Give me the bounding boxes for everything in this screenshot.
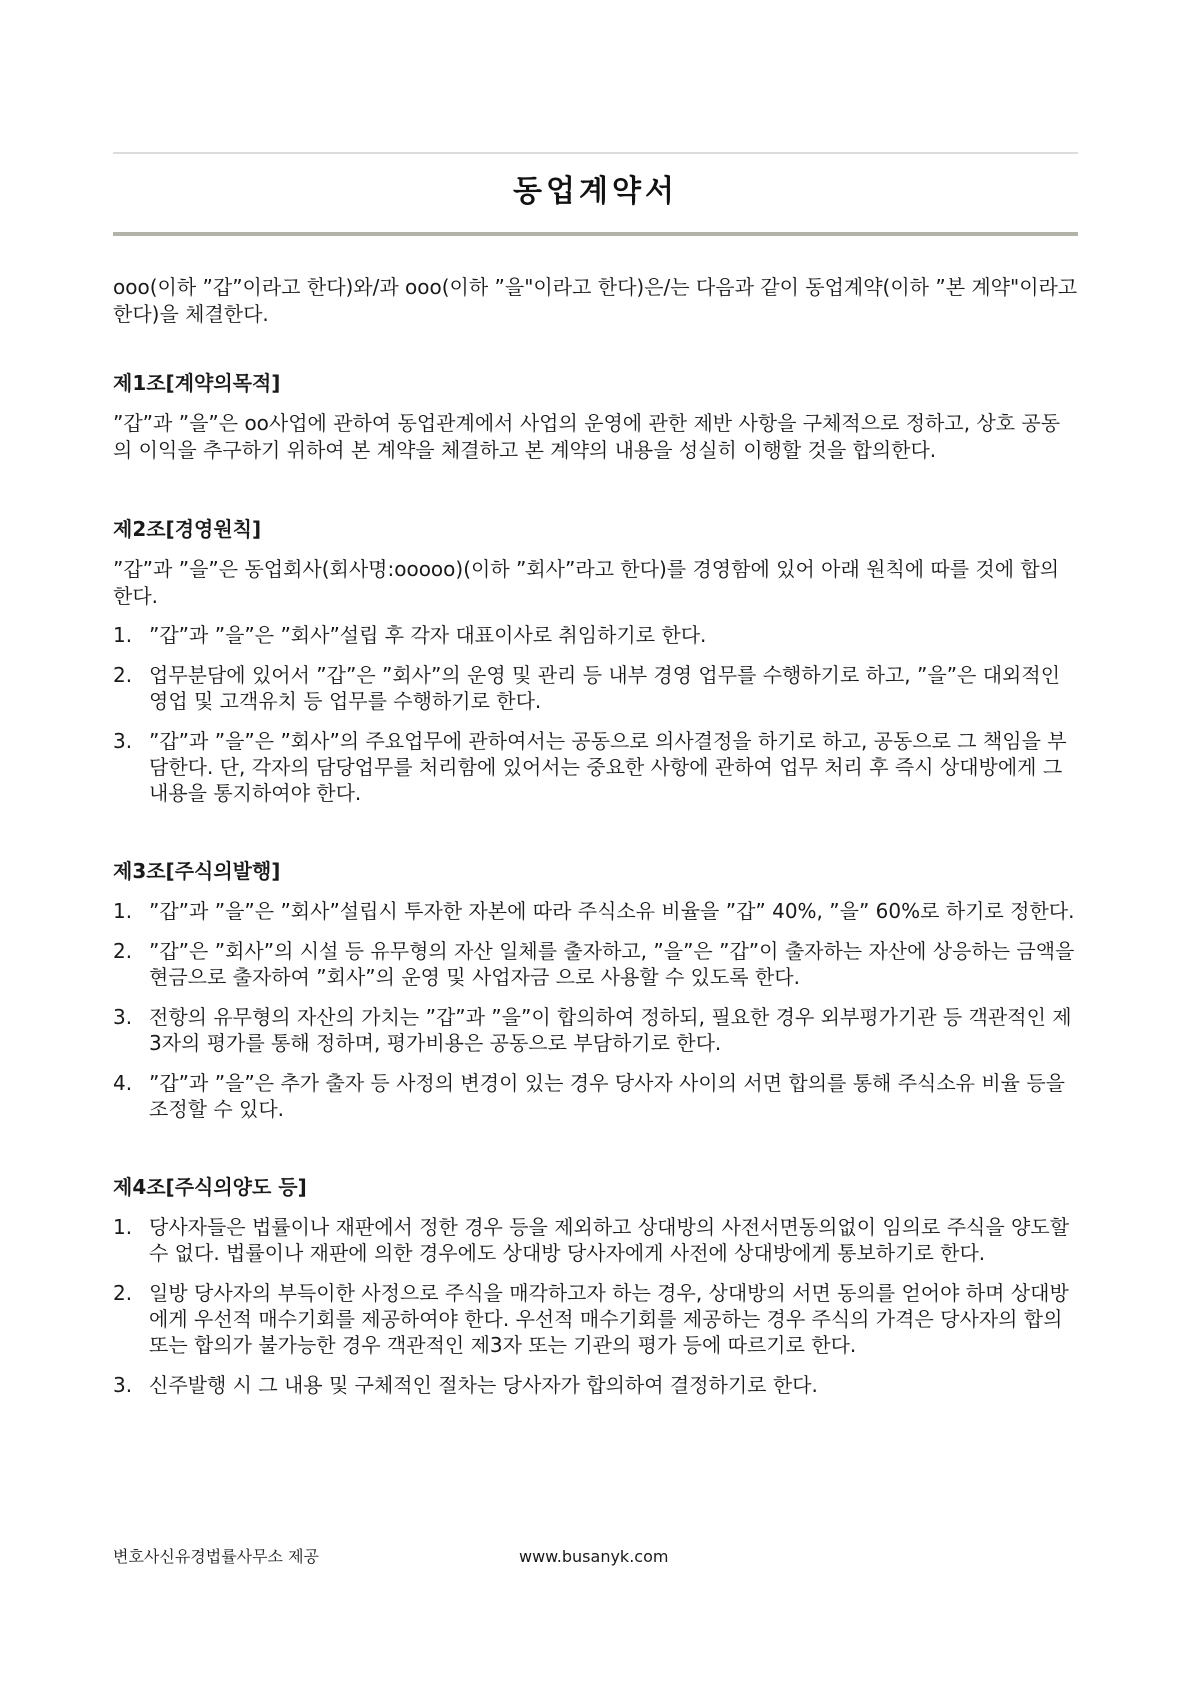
item-text: 신주발행 시 그 내용 및 구체적인 절차는 당사자가 합의하여 결정하기로 한다. [149,1373,818,1397]
item-number: 2. [113,663,133,687]
item-number: 1. [113,899,133,923]
article-4 [113,1174,1078,1398]
item-number: 4. [113,1071,133,1095]
item-text: ”갑”과 ”을”은 추가 출자 등 사정의 변경이 있는 경우 당사자 사이의 서면 합의를 통해 주식소유 비율 등을 조정할 수 있다. [149,1071,1065,1121]
article-body: ”갑”과 ”을”은 oo사업에 관하여 동업관계에서 사업의 운영에 관한 제반 사항을 구체적으로 정하고, 상호 공동의 이익을 추구하기 위하여 본 계약을 체결하고 본 계약의 내용을 성실히 이행할 것을 합의한다. [113,411,1061,462]
list-item [113,1280,1078,1358]
item-text: 당사자들은 법률이나 재판에서 정한 경우 등을 제외하고 상대방의 사전서면동의없이 임의로 주식을 양도할 수 없다. 법률이나 재판에 의한 경우에도 상대방 당사자에게 사전에 상대방에게 통보하기로 한다. [149,1215,1070,1265]
list-item [113,1372,1078,1398]
item-number: 1. [113,623,133,647]
top-divider [113,152,1078,154]
document-page [113,0,1078,1683]
list-item [113,728,1078,806]
item-number: 3. [113,1373,133,1397]
list-item [113,1004,1078,1056]
footer-website-link[interactable]: www.busanyk.com [519,1547,669,1566]
list-item [113,1214,1078,1266]
footer-provider: 변호사신유경법률사무소 제공 [113,1547,320,1566]
list-item [113,1070,1078,1122]
document-title: 동업계약서 [513,174,678,209]
list-item [113,898,1078,924]
item-number: 2. [113,1281,133,1305]
item-text: ”갑”과 ”을”은 ”회사”설립시 투자한 자본에 따라 주식소유 비율을 ”갑” 40%, ”을” 60%로 하기로 정한다. [149,899,1075,923]
article-body: ”갑”과 ”을”은 동업회사(회사명:ooooo)(이하 ”회사”라고 한다)를 경영함에 있어 아래 원칙에 따를 것에 합의한다. [113,557,1060,608]
article-heading: 제2조[경영원칙] [113,517,262,541]
item-text: 전항의 유무형의 자산의 가치는 ”갑”과 ”을”이 합의하여 정하되, 필요한 경우 외부평가기관 등 객관적인 제3자의 평가를 통해 정하며, 평가비용은 공동으로 부담하기로 한다. [149,1005,1072,1055]
article-item-list [113,1214,1078,1398]
intro-paragraph: ooo(이하 ”갑”이라고 한다)와/과 ooo(이하 ”을"이라고 한다)은/는 다음과 같이 동업계약(이하 ”본 계약"이라고 한다)을 체결한다. [113,275,1078,326]
item-text: ”갑”과 ”을”은 ”회사”의 주요업무에 관하여서는 공동으로 의사결정을 하기로 하고, 공동으로 그 책임을 부담한다. 단, 각자의 담당업무를 처리함에 있어서는 중요한 사항에 관하여 업무 처리 후 즉시 상대방에게 그 내용을 통지하여야 한다. [149,729,1067,805]
article-3 [113,858,1078,1122]
article-heading: 제3조[주식의발행] [113,859,281,883]
article-item-list [113,898,1078,1122]
article-2 [113,516,1078,806]
item-number: 2. [113,939,133,963]
item-text: ”갑”은 ”회사”의 시설 등 유무형의 자산 일체를 출자하고, ”을”은 ”갑”이 출자하는 자산에 상응하는 금액을 현금으로 출자하여 ”회사”의 운영 및 사업자금 으로 사용할 수 있도록 한다. [149,939,1075,989]
article-heading: 제4조[주식의양도 등] [113,1175,307,1199]
item-text: ”갑”과 ”을”은 ”회사”설립 후 각자 대표이사로 취임하기로 한다. [149,623,707,647]
item-number: 3. [113,1005,133,1029]
item-text: 업무분담에 있어서 ”갑”은 ”회사”의 운영 및 관리 등 내부 경영 업무를 수행하기로 하고, ”을”은 대외적인 영업 및 고객유치 등 업무를 수행하기로 한다. [149,663,1061,713]
list-item [113,622,1078,648]
list-item [113,938,1078,990]
item-text: 일방 당사자의 부득이한 사정으로 주식을 매각하고자 하는 경우, 상대방의 서면 동의를 얻어야 하며 상대방에게 우선적 매수기회를 제공하여야 한다. 우선적 매수기회를 제공하는 경우 주식의 가격은 당사자의 합의 또는 합의가 불가능한 경우 객관적인 제3자 또는 기관의 평가 등에 따르기로 한다. [149,1281,1069,1357]
article-item-list [113,622,1078,806]
document-content [113,274,1078,1440]
item-number: 3. [113,729,133,753]
article-heading: 제1조[계약의목적] [113,371,281,395]
item-number: 1. [113,1215,133,1239]
list-item [113,662,1078,714]
article-1 [113,370,1078,464]
title-divider [113,232,1078,236]
